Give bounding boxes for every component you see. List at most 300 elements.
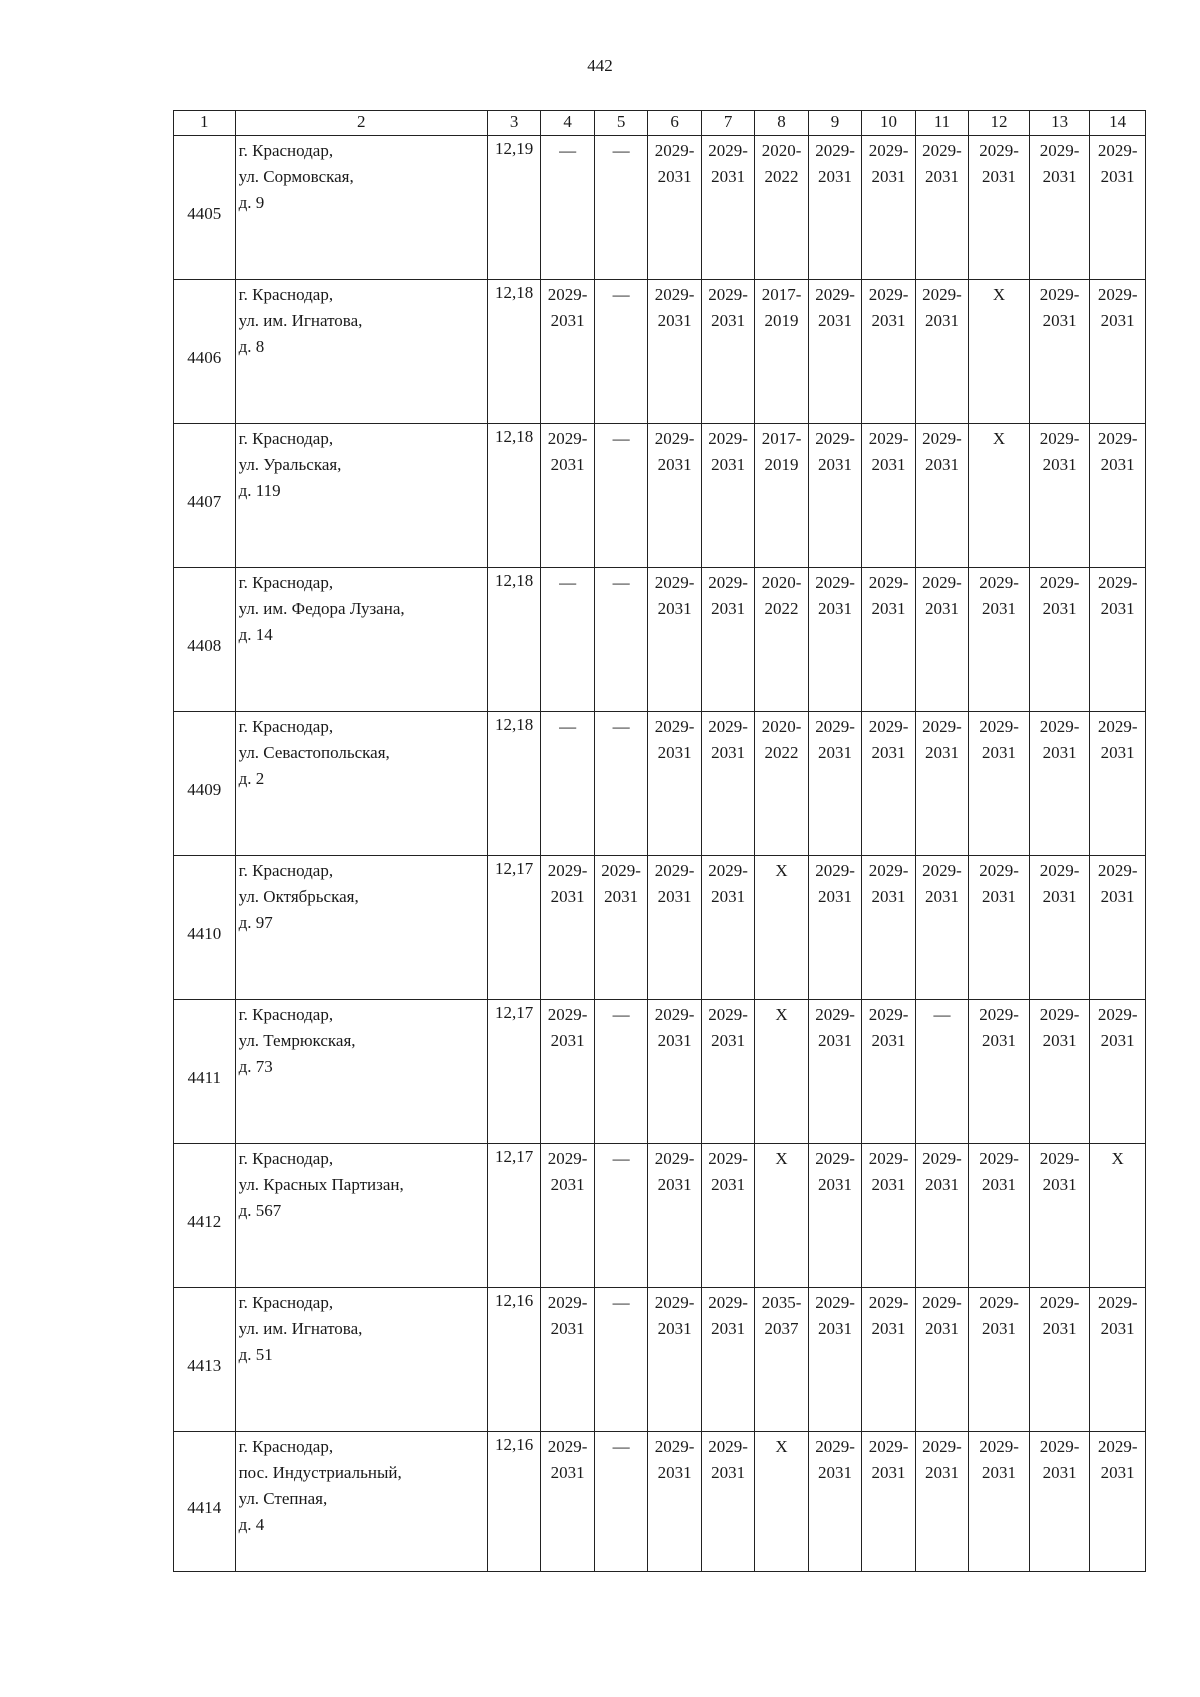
period-text: 2029- <box>708 1149 748 1168</box>
address-cell <box>235 712 487 856</box>
period-text: 2029- <box>601 861 641 880</box>
period-text: 2031 <box>1042 1031 1077 1050</box>
period-text: 2031 <box>1042 455 1077 474</box>
period-text: 2020- <box>761 141 802 160</box>
period-text: 2029- <box>1039 1293 1080 1312</box>
period-cell <box>1029 136 1090 280</box>
column-header-13: 13 <box>1029 111 1090 136</box>
period-text: 2029- <box>1097 573 1138 592</box>
period-cell <box>862 136 915 280</box>
column-header-11: 11 <box>915 111 968 136</box>
period-text: 2029- <box>1097 717 1138 736</box>
period-text: 2031 <box>1100 311 1135 330</box>
period-text: 2029- <box>654 285 695 304</box>
period-text: 2031 <box>1100 743 1135 762</box>
period-text: 2031 <box>1100 1031 1135 1050</box>
period-cell <box>808 856 861 1000</box>
period-text: 2031 <box>982 167 1017 186</box>
period-cell <box>1090 1288 1146 1432</box>
period-text: 2020- <box>761 573 802 592</box>
period-cell <box>541 712 594 856</box>
period-text: 2029- <box>922 861 962 880</box>
period-text: 2029- <box>547 285 588 304</box>
period-text: 2031 <box>711 743 746 762</box>
period-text: 2031 <box>818 1031 853 1050</box>
period-text: — <box>612 141 630 160</box>
address-line: пос. Индустриальный, <box>238 1463 402 1482</box>
period-text: 2029- <box>1039 285 1080 304</box>
address-line: д. 97 <box>238 913 273 932</box>
period-text: 2035- <box>761 1293 802 1312</box>
period-text: 2029- <box>1039 1437 1080 1456</box>
period-text: 2029- <box>654 1005 695 1024</box>
column-header-10: 10 <box>862 111 915 136</box>
period-text: 2029- <box>979 1005 1019 1024</box>
period-text: 2031 <box>818 167 853 186</box>
period-cell <box>969 424 1030 568</box>
period-cell <box>701 1144 754 1288</box>
period-text: 2029- <box>815 573 855 592</box>
period-text: 2031 <box>982 1319 1017 1338</box>
period-text: 2031 <box>657 1175 692 1194</box>
period-text: 2031 <box>818 455 853 474</box>
period-text: 2029- <box>547 1293 588 1312</box>
period-text: 2029- <box>868 1149 909 1168</box>
period-text: — <box>612 429 630 448</box>
period-text: 2031 <box>818 743 853 762</box>
period-cell <box>1029 856 1090 1000</box>
period-text: 2029- <box>547 861 588 880</box>
period-text: Х <box>775 1149 788 1168</box>
period-text: 2031 <box>925 1463 959 1482</box>
period-cell <box>594 1144 647 1288</box>
period-text: 2031 <box>657 311 692 330</box>
period-text: 2029- <box>708 429 748 448</box>
period-cell <box>594 1288 647 1432</box>
address-line: ул. Сормовская, <box>238 167 354 186</box>
period-text: 2029- <box>547 1437 588 1456</box>
address-line: д. 567 <box>238 1201 282 1220</box>
table-row <box>174 568 1146 712</box>
period-text: 2029- <box>654 1293 695 1312</box>
address-cell <box>235 1432 487 1572</box>
period-cell <box>755 424 808 568</box>
address-line: д. 9 <box>238 193 265 212</box>
period-cell <box>648 568 701 712</box>
period-cell <box>808 1144 861 1288</box>
period-text: 2029- <box>922 141 962 160</box>
period-cell <box>808 1288 861 1432</box>
period-cell <box>1090 1432 1146 1572</box>
period-text: 2031 <box>982 1031 1017 1050</box>
period-text: 2029- <box>979 1293 1019 1312</box>
period-cell <box>969 280 1030 424</box>
period-text: 2029- <box>708 1005 748 1024</box>
period-text: 2029- <box>815 1005 855 1024</box>
period-cell <box>1090 568 1146 712</box>
period-cell <box>1029 280 1090 424</box>
period-cell <box>1029 424 1090 568</box>
period-cell <box>808 712 861 856</box>
period-text: 2031 <box>711 1319 746 1338</box>
period-text: 2031 <box>550 887 585 906</box>
period-cell <box>594 1000 647 1144</box>
period-cell <box>1090 856 1146 1000</box>
period-text: 2029- <box>654 861 695 880</box>
column-3-value: 12,18 <box>487 424 540 568</box>
column-header-14: 14 <box>1090 111 1146 136</box>
period-cell <box>1029 1144 1090 1288</box>
period-text: 2029- <box>922 429 962 448</box>
period-cell <box>594 424 647 568</box>
period-cell <box>862 1288 915 1432</box>
period-text: 2031 <box>982 599 1017 618</box>
period-cell <box>1090 712 1146 856</box>
period-cell <box>915 136 968 280</box>
table-row <box>174 712 1146 856</box>
period-text: 2031 <box>1100 167 1135 186</box>
address-cell <box>235 424 487 568</box>
period-cell <box>701 856 754 1000</box>
address-line: ул. им. Федора Лузана, <box>238 599 405 618</box>
period-cell <box>862 712 915 856</box>
period-text: 2031 <box>982 743 1017 762</box>
period-text: Х <box>775 1005 788 1024</box>
period-text: 2029- <box>868 141 909 160</box>
period-text: 2029- <box>708 861 748 880</box>
period-text: 2031 <box>657 743 692 762</box>
period-text: 2029- <box>1039 573 1080 592</box>
period-cell <box>648 1144 701 1288</box>
period-text: 2020- <box>761 717 802 736</box>
period-cell <box>755 1144 808 1288</box>
period-text: 2017- <box>761 285 802 304</box>
period-cell <box>862 856 915 1000</box>
column-header-9: 9 <box>808 111 861 136</box>
period-cell <box>541 280 594 424</box>
period-text: 2029- <box>868 1005 909 1024</box>
row-number: 4407 <box>174 424 236 568</box>
period-text: 2029- <box>654 1437 695 1456</box>
table-body <box>174 136 1146 1572</box>
column-header-2: 2 <box>235 111 487 136</box>
period-cell <box>701 1000 754 1144</box>
period-text: 2031 <box>1042 311 1077 330</box>
row-number: 4410 <box>174 856 236 1000</box>
period-text: 2029- <box>547 1149 588 1168</box>
period-text: 2031 <box>871 167 906 186</box>
period-text: 2031 <box>711 1031 746 1050</box>
period-cell <box>862 1000 915 1144</box>
address-line: ул. Темрюкская, <box>238 1031 356 1050</box>
period-text: 2031 <box>982 887 1017 906</box>
period-text: 2029- <box>979 861 1019 880</box>
table-row <box>174 136 1146 280</box>
period-text: 2031 <box>1042 167 1077 186</box>
row-number: 4406 <box>174 280 236 424</box>
period-cell <box>594 712 647 856</box>
period-cell <box>701 568 754 712</box>
period-text: 2029- <box>979 1437 1019 1456</box>
period-cell <box>969 136 1030 280</box>
period-cell <box>541 1144 594 1288</box>
period-text: 2031 <box>657 1031 692 1050</box>
period-cell <box>969 1144 1030 1288</box>
column-header-3: 3 <box>487 111 540 136</box>
period-text: 2019 <box>764 455 799 474</box>
period-text: 2031 <box>550 311 585 330</box>
period-cell <box>1029 1432 1090 1572</box>
period-cell <box>915 424 968 568</box>
row-number: 4409 <box>174 712 236 856</box>
period-text: 2029- <box>1097 285 1138 304</box>
period-text: 2017- <box>761 429 802 448</box>
period-cell <box>915 712 968 856</box>
period-text: 2031 <box>871 1319 906 1338</box>
address-line: ул. им. Игнатова, <box>238 1319 363 1338</box>
period-text: 2029- <box>868 429 909 448</box>
address-line: д. 51 <box>238 1345 273 1364</box>
period-text: 2029- <box>979 141 1019 160</box>
period-text: 2031 <box>711 1175 746 1194</box>
period-text: 2031 <box>1042 887 1077 906</box>
period-text: 2029- <box>1039 1149 1080 1168</box>
column-3-value: 12,17 <box>487 856 540 1000</box>
period-cell <box>1090 1144 1146 1288</box>
period-text: 2029- <box>1039 141 1080 160</box>
period-cell <box>808 1432 861 1572</box>
address-line: ул. им. Игнатова, <box>238 311 363 330</box>
period-cell <box>541 136 594 280</box>
period-text: 2031 <box>925 887 959 906</box>
period-cell <box>541 856 594 1000</box>
address-line: д. 8 <box>238 337 265 356</box>
period-cell <box>701 1288 754 1432</box>
period-cell <box>1090 1000 1146 1144</box>
period-text: 2019 <box>764 311 799 330</box>
period-text: — <box>612 717 630 736</box>
period-text: 2022 <box>764 599 799 618</box>
period-cell <box>969 856 1030 1000</box>
column-3-value: 12,18 <box>487 712 540 856</box>
period-cell <box>541 1432 594 1572</box>
period-cell <box>541 424 594 568</box>
period-text: 2029- <box>815 429 855 448</box>
column-header-8: 8 <box>755 111 808 136</box>
row-number: 4412 <box>174 1144 236 1288</box>
period-text: 2029- <box>815 1293 855 1312</box>
row-number: 4405 <box>174 136 236 280</box>
table-row <box>174 280 1146 424</box>
period-text: 2031 <box>1042 599 1077 618</box>
address-line: г. Краснодар, <box>238 1149 334 1168</box>
schedule-table <box>173 110 1146 1572</box>
address-line: г. Краснодар, <box>238 861 334 880</box>
period-text: 2029- <box>1039 717 1080 736</box>
period-text: 2031 <box>925 743 959 762</box>
period-text: 2031 <box>818 1175 853 1194</box>
period-cell <box>915 856 968 1000</box>
period-text: 2031 <box>657 455 692 474</box>
period-text: 2031 <box>1100 455 1135 474</box>
period-cell <box>862 424 915 568</box>
period-text: 2029- <box>868 1293 909 1312</box>
table-row <box>174 1288 1146 1432</box>
period-cell <box>594 1432 647 1572</box>
address-line: г. Краснодар, <box>238 1293 334 1312</box>
period-text: 2031 <box>711 311 746 330</box>
period-text: 2029- <box>1097 429 1138 448</box>
period-text: 2029- <box>922 1149 962 1168</box>
table-row <box>174 1432 1146 1572</box>
period-cell <box>701 280 754 424</box>
period-text: Х <box>992 429 1006 448</box>
period-cell <box>1090 136 1146 280</box>
period-text: 2031 <box>818 311 853 330</box>
period-text: 2031 <box>657 1463 692 1482</box>
period-text: 2029- <box>815 1437 855 1456</box>
period-text: — <box>559 717 577 736</box>
column-3-value: 12,17 <box>487 1144 540 1288</box>
period-text: 2029- <box>1097 1293 1138 1312</box>
period-text: 2031 <box>711 887 746 906</box>
period-text: 2029- <box>654 1149 695 1168</box>
address-cell <box>235 856 487 1000</box>
period-text: 2029- <box>868 573 909 592</box>
period-cell <box>755 712 808 856</box>
period-text: 2031 <box>818 1319 853 1338</box>
period-text: 2029- <box>868 285 909 304</box>
address-line: ул. Красных Партизан, <box>238 1175 404 1194</box>
period-text: 2029- <box>922 1293 962 1312</box>
address-line: г. Краснодар, <box>238 717 334 736</box>
column-header-1: 1 <box>174 111 236 136</box>
period-cell <box>915 1144 968 1288</box>
period-text: 2029- <box>708 717 748 736</box>
period-text: 2031 <box>657 599 692 618</box>
period-cell <box>701 136 754 280</box>
period-text: 2029- <box>654 429 695 448</box>
period-text: 2031 <box>818 599 853 618</box>
period-text: — <box>612 1005 630 1024</box>
period-text: 2029- <box>1039 861 1080 880</box>
table-row <box>174 1000 1146 1144</box>
period-cell <box>1029 712 1090 856</box>
address-line: ул. Степная, <box>238 1489 328 1508</box>
address-line: д. 4 <box>238 1515 265 1534</box>
period-text: 2029- <box>708 141 748 160</box>
period-text: 2031 <box>711 599 746 618</box>
address-line: д. 119 <box>238 481 281 500</box>
period-text: 2029- <box>815 861 855 880</box>
period-text: 2029- <box>922 573 962 592</box>
period-text: 2031 <box>550 1463 585 1482</box>
period-text: 2029- <box>815 1149 855 1168</box>
period-cell <box>541 1000 594 1144</box>
address-line: ул. Октябрьская, <box>238 887 359 906</box>
column-3-value: 12,16 <box>487 1288 540 1432</box>
period-text: — <box>612 1437 630 1456</box>
period-cell <box>969 1288 1030 1432</box>
period-cell <box>808 568 861 712</box>
address-line: ул. Уральская, <box>238 455 342 474</box>
period-text: 2031 <box>1042 1319 1077 1338</box>
period-text: 2029- <box>868 1437 909 1456</box>
period-cell <box>915 1288 968 1432</box>
page-number: 442 <box>587 56 613 75</box>
period-text: 2031 <box>871 1031 906 1050</box>
period-text: 2029- <box>922 1437 962 1456</box>
period-cell <box>701 712 754 856</box>
column-3-value: 12,18 <box>487 280 540 424</box>
period-cell <box>541 1288 594 1432</box>
column-3-value: 12,19 <box>487 136 540 280</box>
period-cell <box>1090 280 1146 424</box>
period-text: 2029- <box>922 285 962 304</box>
period-text: 2031 <box>982 1175 1017 1194</box>
column-header-7: 7 <box>701 111 754 136</box>
period-text: 2031 <box>657 1319 692 1338</box>
table-row <box>174 1144 1146 1288</box>
period-cell <box>808 280 861 424</box>
column-3-value: 12,17 <box>487 1000 540 1144</box>
period-text: 2029- <box>868 717 909 736</box>
address-line: д. 2 <box>238 769 265 788</box>
period-cell <box>594 136 647 280</box>
period-text: 2031 <box>982 1463 1017 1482</box>
address-cell <box>235 568 487 712</box>
period-text: 2031 <box>925 1319 959 1338</box>
period-cell <box>594 856 647 1000</box>
period-cell <box>915 280 968 424</box>
period-cell <box>808 1000 861 1144</box>
row-number: 4413 <box>174 1288 236 1432</box>
period-text: — <box>612 1149 630 1168</box>
address-line: г. Краснодар, <box>238 285 334 304</box>
period-text: 2031 <box>871 1463 906 1482</box>
period-cell <box>648 856 701 1000</box>
period-text: 2029- <box>1097 1437 1138 1456</box>
period-text: 2029- <box>979 717 1019 736</box>
period-cell <box>862 280 915 424</box>
address-line: г. Краснодар, <box>238 1437 334 1456</box>
period-cell <box>915 1432 968 1572</box>
column-3-value: 12,18 <box>487 568 540 712</box>
period-text: 2031 <box>1100 599 1135 618</box>
period-cell <box>648 1288 701 1432</box>
period-text: 2029- <box>708 1437 748 1456</box>
period-cell <box>755 1432 808 1572</box>
period-text: Х <box>1111 1149 1124 1168</box>
period-cell <box>701 1432 754 1572</box>
period-cell <box>915 568 968 712</box>
period-cell <box>1029 568 1090 712</box>
period-text: 2029- <box>815 285 855 304</box>
period-text: 2031 <box>711 167 746 186</box>
period-cell <box>969 712 1030 856</box>
period-cell <box>648 1432 701 1572</box>
header-row <box>174 111 1146 136</box>
address-cell <box>235 1144 487 1288</box>
address-cell <box>235 136 487 280</box>
period-cell <box>969 568 1030 712</box>
row-number: 4414 <box>174 1432 236 1572</box>
period-text: 2029- <box>815 141 855 160</box>
table-row <box>174 856 1146 1000</box>
period-cell <box>701 424 754 568</box>
period-cell <box>541 568 594 712</box>
period-text: 2031 <box>550 1319 585 1338</box>
